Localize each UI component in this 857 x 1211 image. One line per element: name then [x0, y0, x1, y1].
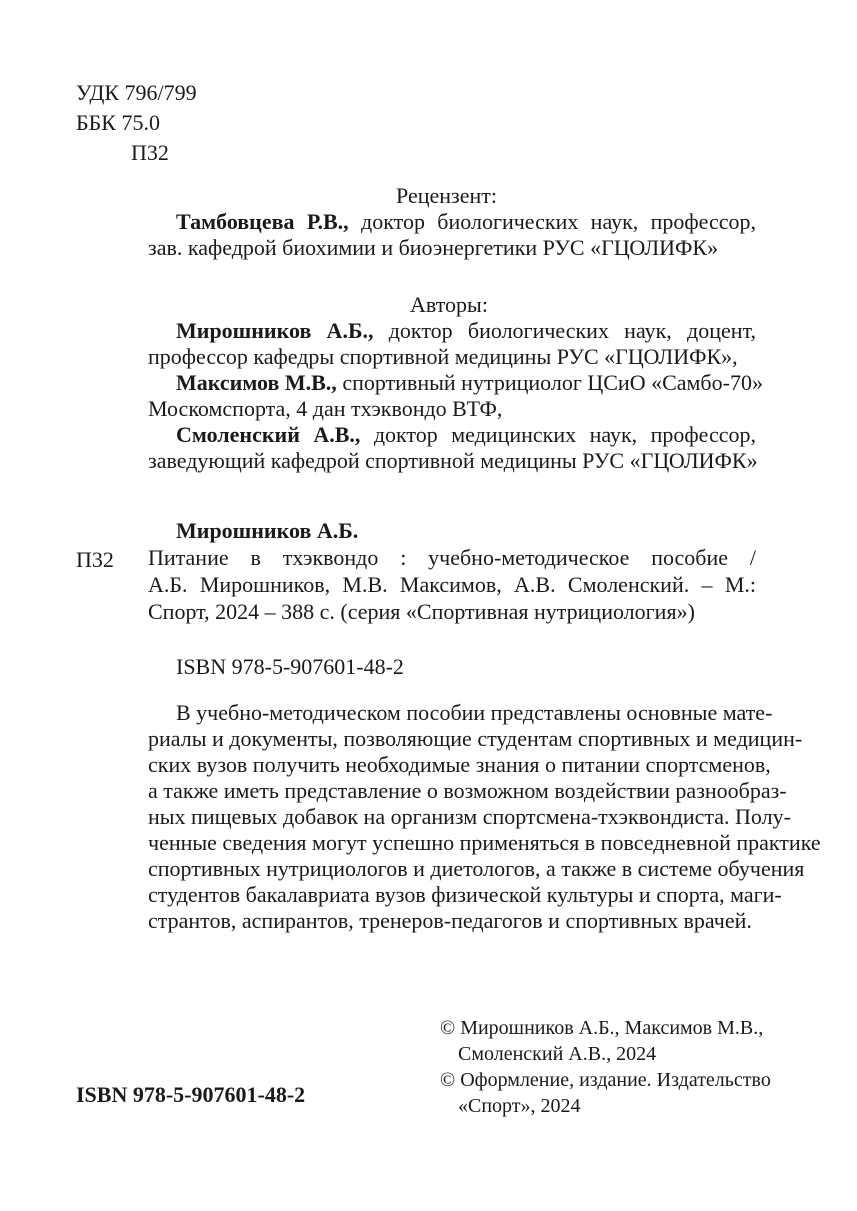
reviewer-heading: Рецензент: [396, 183, 497, 208]
author-1-line-1 [176, 318, 756, 344]
author-2-line-1 [176, 370, 763, 396]
author-3-name: Смоленский А.В., [176, 422, 361, 447]
author-mark-code: П32 [131, 140, 169, 165]
annotation-line-7: спортивных нутрициологов и диетологов, а также в системе обучения [148, 856, 805, 881]
annotation-line-5: ных пищевых добавок на организм спортсмена-тхэквондиста. Полу- [148, 804, 791, 829]
copyright-line-4: «Спорт», 2024 [458, 1095, 581, 1117]
catalog-code: П32 [76, 547, 114, 572]
author-2-line-2: Москомспорта, 4 дан тхэквондо ВТФ, [148, 396, 503, 421]
annotation-line-1: В учебно-методическом пособии представлены основные мате- [176, 700, 773, 725]
copyright-line-1: © Мирошников А.Б., Максимов М.В., [440, 1017, 764, 1039]
reviewer-line-1 [176, 209, 756, 235]
annotation-line-3: ских вузов получить необходимые знания о питании спортсменов, [148, 752, 771, 777]
reviewer-name: Тамбовцева Р.В., [176, 209, 349, 234]
author-3-title: доктор медицинских наук, профессор, [360, 422, 756, 447]
catalog-line-2: А.Б. Мирошников, М.В. Максимов, А.В. Смоленский. – М.: [148, 572, 756, 597]
reviewer-title: доктор биологических наук, профессор, [348, 209, 757, 234]
annotation-line-2: риалы и документы, позволяющие студентам спортивных и медицин- [148, 726, 803, 751]
footer-isbn: ISBN 978-5-907601-48-2 [76, 1082, 306, 1107]
author-1-title: доктор биологических наук, доцент, [373, 318, 756, 343]
author-3-line-1 [176, 422, 756, 448]
annotation-line-8: студентов бакалавриата вузов физической культуры и спорта, маги- [148, 882, 782, 907]
catalog-line-1: Питание в тхэквондо : учебно-методическое пособие / [148, 545, 756, 570]
annotation-line-6: ченные сведения могут успешно применяться в повседневной практике [148, 830, 821, 855]
udk-code: УДК 796/799 [76, 80, 197, 105]
bbk-code: ББК 75.0 [76, 110, 160, 135]
reviewer-line-2: зав. кафедрой биохимии и биоэнергетики РУС «ГЦОЛИФК» [148, 235, 719, 260]
copyright-line-2: Смоленский А.В., 2024 [458, 1043, 657, 1065]
author-1-name: Мирошников А.Б., [176, 318, 374, 343]
annotation-line-9: странтов, аспирантов, тренеров-педагогов и спортивных врачей. [148, 908, 752, 933]
annotation-line-4: а также иметь представление о возможном воздействии разнообраз- [148, 778, 787, 803]
catalog-isbn: ISBN 978-5-907601-48-2 [176, 654, 404, 679]
copyright-line-3: © Оформление, издание. Издательство [440, 1069, 771, 1091]
authors-heading: Авторы: [410, 292, 488, 317]
author-3-line-2: заведующий кафедрой спортивной медицины РУС «ГЦОЛИФК» [148, 448, 758, 473]
author-1-line-2: профессор кафедры спортивной медицины РУС «ГЦОЛИФК», [148, 344, 738, 369]
catalog-line-3: Спорт, 2024 – 388 с. (серия «Спортивная нутрициология») [148, 599, 695, 624]
author-2-name: Максимов М.В., [176, 370, 337, 395]
catalog-main-author: Мирошников А.Б. [176, 518, 359, 543]
author-2-title: спортивный нутрициолог ЦСиО «Самбо-70» [336, 370, 763, 395]
